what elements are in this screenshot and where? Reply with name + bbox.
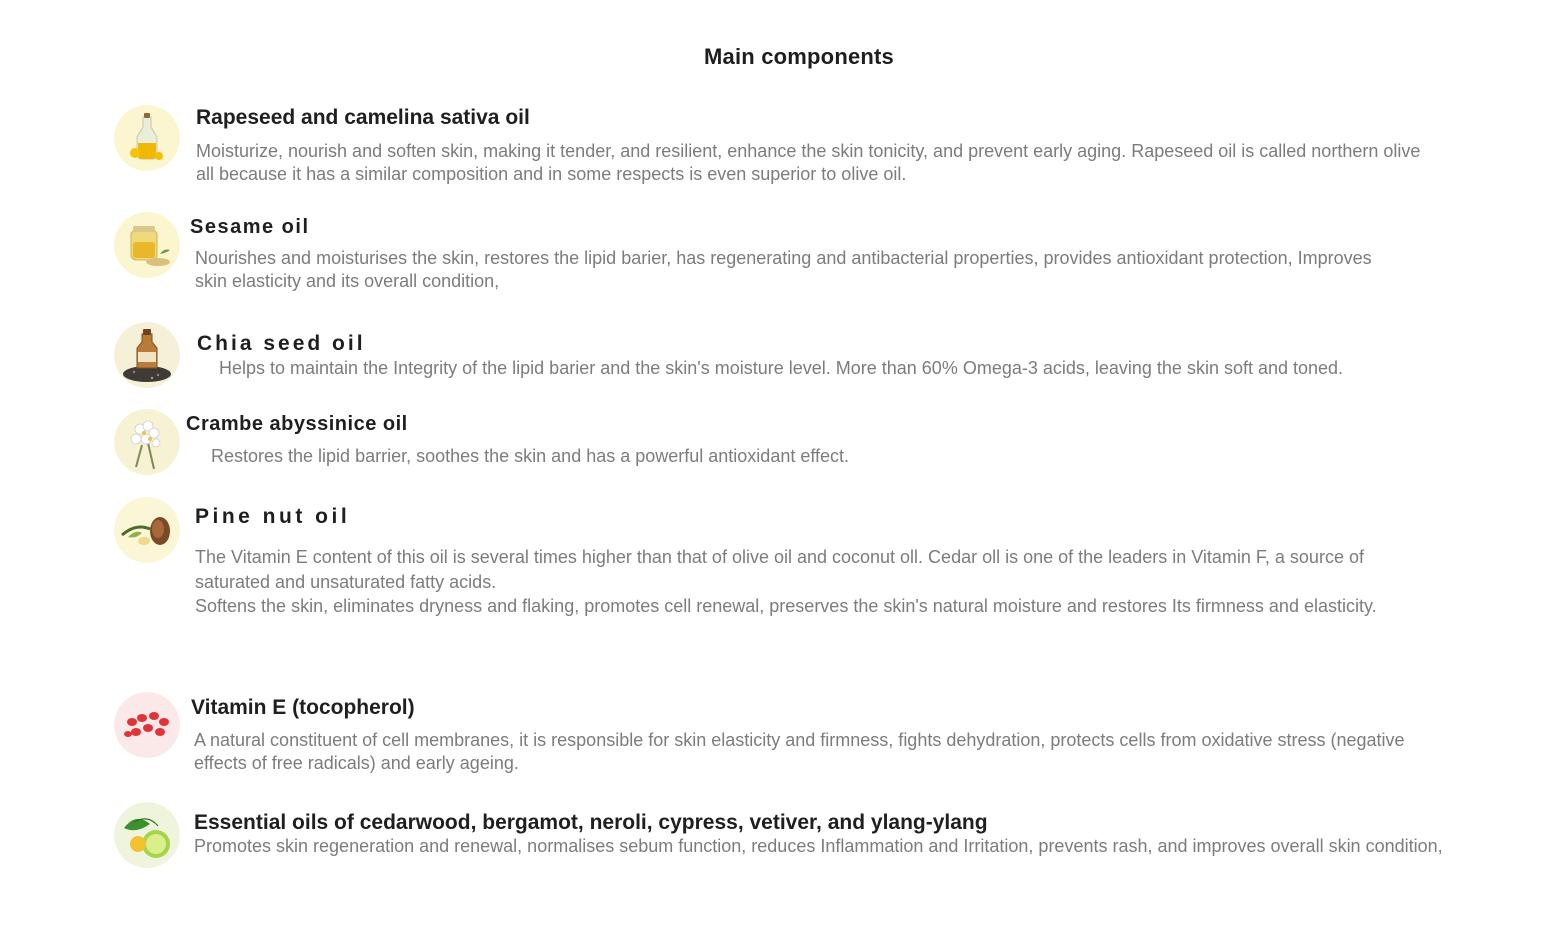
- oil-bottle-icon: [114, 105, 180, 171]
- component-description: [195, 545, 1430, 619]
- component-name: Pine nut oil: [195, 505, 351, 528]
- component-description: Helps to maintain the Integrity of the lipid barier and the skin's moisture level. More than 60% Omega-3 acids, leaving the skin soft and toned.: [219, 358, 1344, 378]
- oil-jar-icon: [114, 212, 180, 278]
- red-berries-icon: [114, 692, 180, 758]
- pine-nut-icon: [114, 497, 180, 563]
- component-description: Promotes skin regeneration and renewal, normalises sebum function, reduces Inflammation and Irritation, prevents rash, and improves overall skin condition,: [194, 836, 1443, 856]
- page-title: Main components: [703, 44, 894, 69]
- component-description-line: Softens the skin, eliminates dryness and flaking, promotes cell renewal, preserves the skin's natural moisture and restores Its firmness and elasticity.: [195, 596, 1377, 616]
- component-name: Chia seed oil: [197, 332, 366, 355]
- component-name: Crambe abyssinice oil: [186, 413, 408, 435]
- seed-bottle-icon: [114, 322, 180, 388]
- component-name: Essential oils of cedarwood, bergamot, neroli, cypress, vetiver, and ylang-ylang: [194, 811, 988, 834]
- component-name: Vitamin E (tocopherol): [191, 696, 415, 719]
- white-flower-icon: [114, 409, 180, 475]
- component-description: Restores the lipid barrier, soothes the skin and has a powerful antioxidant effect.: [211, 446, 850, 466]
- component-name: Rapeseed and camelina sativa oil: [196, 106, 530, 129]
- component-description: Nourishes and moisturises the skin, restores the lipid barier, has regenerating and antibacterial properties, provides antioxidant protection, Improves skin elasticity and its overall condition,: [195, 248, 1372, 291]
- component-description: A natural constituent of cell membranes, it is responsible for skin elasticity and firmness, fights dehydration, protects cells from oxidative stress (negative effects of free radicals) and early ageing.: [194, 730, 1405, 773]
- component-description: Moisturize, nourish and soften skin, making it tender, and resilient, enhance the skin tonicity, and prevent early aging. Rapeseed oil is called northern olive all because it has a similar composition and in some respects is even superior to olive oil.: [196, 141, 1421, 184]
- citrus-leaf-icon: [114, 802, 180, 868]
- component-description-line: The Vitamin E content of this oil is several times higher than that of olive oil and coconut oll. Cedar oll is one of the leaders in Vitamin F, a source of saturated and unsaturated fatty acids.: [195, 547, 1364, 592]
- component-name: Sesame oil: [190, 216, 310, 238]
